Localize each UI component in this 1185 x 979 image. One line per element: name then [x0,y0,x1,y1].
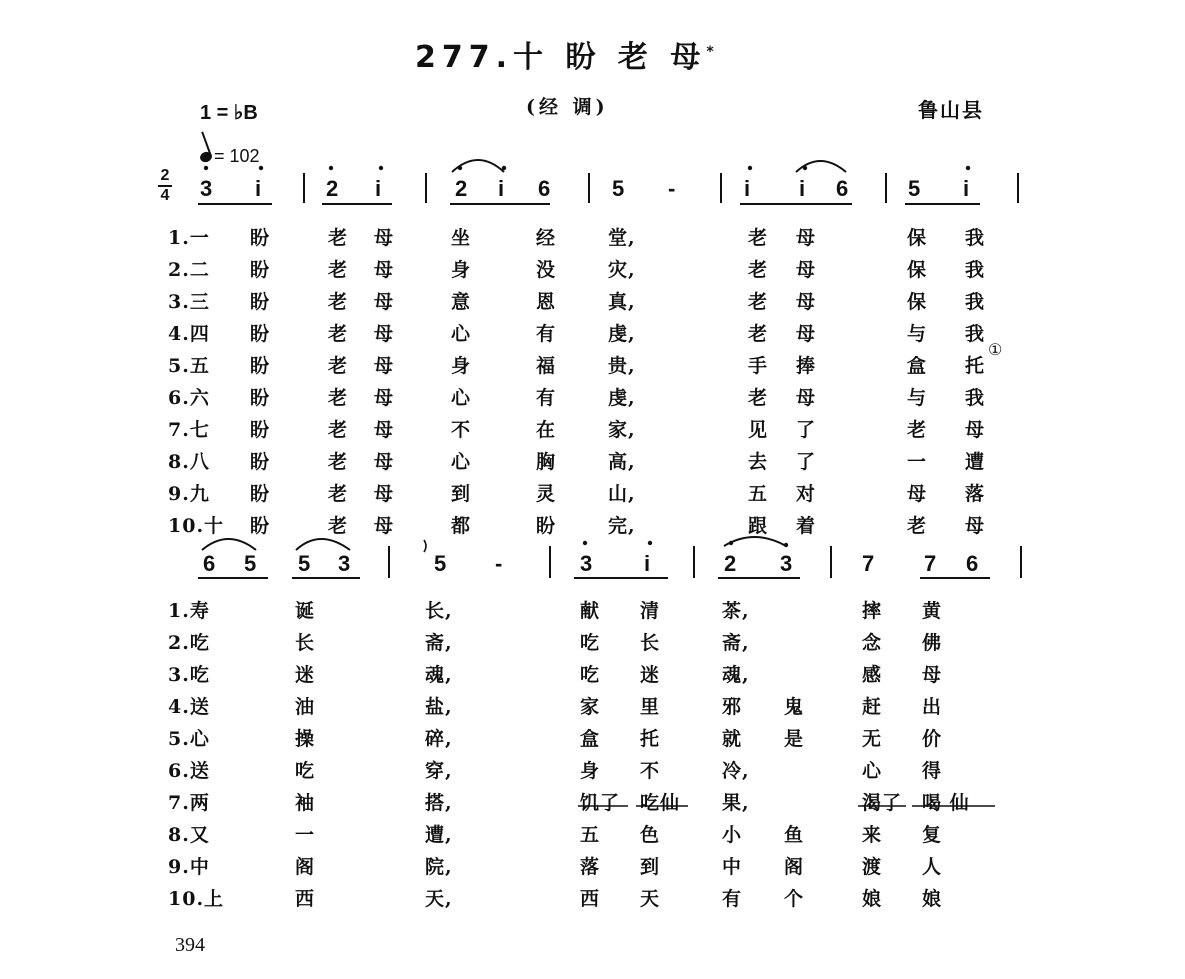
lyric-verses_part1-r2-c2: 盼 [250,259,271,281]
staff1-barline-1 [303,173,305,203]
lyric-verses_part2-r4-c4: 家 [580,696,601,718]
lyric-verses_part1-r2-c11: 我 [965,259,986,281]
page-number: 394 [175,934,205,956]
lyric-verses_part2-r10-c3: 天, [425,888,453,910]
lyric-verses_part1-r4-c9: 母 [796,323,817,345]
lyric-verses_part1-r10-c10: 老 [907,515,928,537]
song-title: 277.十 盼 老 母* [415,40,720,75]
lyric-verses_part2-r6-c5: 不 [640,760,661,782]
lyric-verses_part1-r8-c10: 一 [907,451,928,473]
staff2-note-11: 7 [862,551,875,576]
lyric-verses_part2-r4-c5: 里 [640,696,661,718]
lyric-verses_part1-r9-c11: 落 [965,483,986,505]
lyric-verses_part1-r7-c2: 盼 [250,419,271,441]
staff1-barline-6 [1017,173,1019,203]
lyric-verses_part1-r1-c8: 老 [748,227,769,249]
lyric-verses_part2-r7-c4: 饥了 [580,792,621,814]
lyric-verses_part1-r4-c7: 虔, [608,323,636,345]
lyric-verses_part2-r3-c9: 母 [922,664,943,686]
lyric-verses_part2-r5-c9: 价 [922,728,943,750]
lyric-verses_part1-r2-c6: 没 [536,259,557,281]
lyric-verses_part2-r7-c1: 7.两 [168,792,210,814]
lyric-verses_part2-r9-c2: 阁 [295,856,316,878]
lyric-verses_part1-r2-c4: 母 [374,259,395,281]
staff1-barline-4 [720,173,722,203]
lyric-verses_part1-r1-c4: 母 [374,227,395,249]
staff2-barline-5 [1020,546,1022,578]
lyric-verses_part2-r3-c6: 魂, [722,664,750,686]
lyric-verses_part1-r5-c11: 托 [965,355,986,377]
lyric-verses_part1-r1-c5: 坐 [451,227,472,249]
lyric-verses_part2-r8-c4: 五 [580,824,601,846]
lyric-verses_part1-r7-c5: 不 [451,419,472,441]
tie-arc [452,160,504,172]
lyric-verses_part1-r5-c1: 5.五 [168,355,210,377]
lyric-verses_part2-r1-c2: 诞 [295,600,316,622]
lyric-verses_part1-r2-c8: 老 [748,259,769,281]
staff1-note-5: 2 [455,176,468,201]
lyric-verses_part2-r2-c4: 吃 [580,632,601,654]
lyric-verses_part1-r4-c8: 老 [748,323,769,345]
staff1-note-8: 5 [612,176,625,201]
key-signature: 1 = ♭B [200,102,258,124]
lyric-verses_part2-r7-c5: 吃仙 [640,792,681,814]
lyric-verses_part1-r1-c9: 母 [796,227,817,249]
lyric-verses_part1-r8-c5: 心 [451,451,472,473]
lyric-verses_part2-r3-c4: 吃 [580,664,601,686]
tempo-value: = 102 [214,146,260,166]
staff1-note-14: i [963,176,970,201]
footnote-marker: ① [988,340,1003,359]
lyric-verses_part2-r5-c6: 就 [722,728,743,750]
lyric-verses_part1-r6-c5: 心 [451,387,472,409]
lyric-verses_part2-r9-c4: 落 [580,856,601,878]
lyric-verses_part1-r6-c3: 老 [328,387,349,409]
staff2-note-12: 7 [924,551,937,576]
staff1-note-7: 6 [538,176,551,201]
lyric-verses_part2-r6-c8: 心 [862,760,883,782]
staff2-note-3: 5 [298,551,311,576]
lyric-verses_part2-r1-c4: 献 [580,600,601,622]
lyric-verses_part1-r10-c9: 着 [796,515,817,537]
tie-arc [724,537,786,546]
lyric-verses_part2-r3-c2: 迷 [295,664,316,686]
lyric-verses_part2-r9-c6: 中 [722,856,743,878]
lyric-verses_part1-r5-c10: 盒 [907,355,928,377]
lyric-verses_part1-r3-c5: 意 [451,291,472,313]
lyric-verses_part2-r4-c1: 4.送 [168,696,210,718]
staff1-barline-5 [885,173,887,203]
staff2-barline-1 [388,546,390,578]
lyric-verses_part2-r5-c4: 盒 [580,728,601,750]
lyric-verses_part2-r2-c9: 佛 [922,632,943,654]
lyric-verses_part1-r10-c11: 母 [965,515,986,537]
lyric-verses_part1-r4-c6: 有 [536,323,557,345]
lyric-verses_part2-r4-c6: 邪 [722,696,743,718]
lyric-verses_part1-r3-c11: 我 [965,291,986,313]
lyric-verses_part2-r1-c8: 摔 [862,600,883,622]
lyric-verses_part2-r8-c1: 8.又 [168,824,210,846]
lyric-verses_part1-r5-c9: 捧 [796,355,817,377]
lyric-verses_part2-r3-c8: 感 [862,664,883,686]
lyric-verses_part2-r4-c8: 赶 [862,696,883,718]
staff2-barline-3 [693,546,695,578]
lyric-verses_part1-r6-c10: 与 [907,387,928,409]
lyric-verses_part1-r4-c10: 与 [907,323,928,345]
lyric-verses_part2-r8-c2: 一 [295,824,316,846]
lyric-verses_part2-r2-c5: 长 [640,632,661,654]
lyric-verses_part1-r10-c4: 母 [374,515,395,537]
lyric-verses_part1-r4-c2: 盼 [250,323,271,345]
lyric-verses_part2-r9-c8: 渡 [862,856,883,878]
lyric-verses_part1-r3-c10: 保 [907,291,928,313]
song-subtitle: (经 调) [526,96,609,118]
lyric-verses_part1-r8-c2: 盼 [250,451,271,473]
lyric-verses_part2-r2-c3: 斋, [425,632,453,654]
lyric-verses_part2-r6-c2: 吃 [295,760,316,782]
lyric-verses_part2-r3-c3: 魂, [425,664,453,686]
lyric-verses_part2-r4-c2: 油 [295,696,316,718]
staff2-note-4: 3 [338,551,351,576]
lyric-verses_part1-r6-c4: 母 [374,387,395,409]
lyric-verses_part1-r9-c5: 到 [451,483,472,505]
lyric-verses_part1-r9-c10: 母 [907,483,928,505]
lyric-verses_part2-r4-c7: 鬼 [784,696,805,718]
lyric-verses_part2-r7-c6: 果, [722,792,750,814]
lyric-verses_part1-r5-c5: 身 [451,355,472,377]
lyric-verses_part2-r2-c1: 2.吃 [168,632,210,654]
lyric-verses_part2-r1-c5: 清 [640,600,661,622]
lyric-verses_part1-r6-c11: 我 [965,387,986,409]
lyric-verses_part2-r1-c6: 茶, [722,600,750,622]
lyric-verses_part1-r3-c2: 盼 [250,291,271,313]
lyric-verses_part2-r8-c7: 鱼 [784,824,805,846]
lyric-verses_part2-r8-c5: 色 [640,824,661,846]
lyric-verses_part1-r7-c7: 家, [608,419,636,441]
lyric-verses_part1-r3-c8: 老 [748,291,769,313]
time-signature-bottom: 4 [160,187,170,204]
lyric-verses_part1-r10-c5: 都 [451,515,472,537]
lyric-verses_part1-r4-c1: 4.四 [168,323,210,345]
lyric-verses_part2-r3-c1: 3.吃 [168,664,210,686]
lyric-verses_part1-r9-c4: 母 [374,483,395,505]
lyric-verses_part1-r10-c1: 10.十 [168,515,225,537]
lyric-verses_part1-r8-c8: 去 [748,451,769,473]
lyric-verses_part1-r8-c3: 老 [328,451,349,473]
staff2-note-9: 2 [724,551,737,576]
staff2-note-1: 6 [203,551,216,576]
lyric-verses_part2-r6-c3: 穿, [425,760,453,782]
staff2-note-10: 3 [780,551,793,576]
lyric-verses_part2-r5-c7: 是 [784,728,805,750]
lyric-verses_part2-r9-c1: 9.中 [168,856,210,878]
lyric-verses_part1-r2-c7: 灾, [608,259,636,281]
lyric-verses_part2-r5-c1: 5.心 [168,728,210,750]
lyric-verses_part1-r1-c1: 1.一 [168,227,210,249]
octave-dot [966,166,970,170]
staff2-note-7: 3 [580,551,593,576]
lyric-verses_part2-r7-c2: 袖 [295,792,316,814]
lyric-verses_part1-r4-c5: 心 [451,323,472,345]
lyric-verses_part2-r10-c1: 10.上 [168,888,225,910]
octave-dot [259,166,263,170]
lyric-verses_part1-r1-c10: 保 [907,227,928,249]
lyric-verses_part1-r9-c3: 老 [328,483,349,505]
staff1-barline-2 [425,173,427,203]
lyric-verses_part1-r6-c1: 6.六 [168,387,210,409]
lyric-verses_part1-r10-c7: 完, [608,515,636,537]
lyric-verses_part1-r3-c4: 母 [374,291,395,313]
lyric-verses_part2-r10-c5: 天 [640,888,661,910]
lyric-verses_part2-r10-c7: 个 [784,888,805,910]
lyric-verses_part2-r6-c4: 身 [580,760,601,782]
octave-dot [204,166,208,170]
lyric-verses_part2-r6-c9: 得 [922,760,943,782]
lyric-verses_part1-r7-c4: 母 [374,419,395,441]
grace-mark [424,540,426,552]
lyric-verses_part1-r2-c9: 母 [796,259,817,281]
lyric-verses_part2-r7-c3: 搭, [425,792,453,814]
lyric-verses_part1-r1-c7: 堂, [608,227,636,249]
lyric-verses_part1-r9-c1: 9.九 [168,483,210,505]
lyric-verses_part2-r9-c7: 阁 [784,856,805,878]
lyric-verses_part1-r2-c3: 老 [328,259,349,281]
lyric-verses_part1-r7-c11: 母 [965,419,986,441]
lyric-verses_part2-r3-c5: 迷 [640,664,661,686]
lyric-verses_part1-r8-c11: 遭 [965,451,986,473]
lyric-verses_part1-r1-c6: 经 [536,227,557,249]
lyric-verses_part1-r3-c7: 真, [608,291,636,313]
lyric-verses_part1-r5-c4: 母 [374,355,395,377]
lyric-verses_part2-r8-c9: 复 [922,824,943,846]
staff1-note-9: - [668,176,676,201]
lyric-verses_part1-r3-c1: 3.三 [168,291,210,313]
lyric-verses_part1-r6-c8: 老 [748,387,769,409]
staff1-note-12: 6 [836,176,849,201]
lyric-verses_part1-r8-c6: 胸 [536,451,557,473]
staff2-note-8: i [644,551,651,576]
lyric-verses_part1-r8-c4: 母 [374,451,395,473]
lyric-verses_part1-r6-c7: 虔, [608,387,636,409]
time-signature-top: 2 [160,167,170,184]
lyric-verses_part1-r5-c2: 盼 [250,355,271,377]
lyric-verses_part2-r5-c3: 碎, [425,728,453,750]
lyric-verses_part1-r6-c2: 盼 [250,387,271,409]
staff2-note-6: - [495,551,503,576]
lyric-verses_part2-r2-c8: 念 [862,632,883,654]
staff1-note-4: i [375,176,382,201]
lyric-verses_part2-r10-c8: 娘 [862,888,883,910]
lyric-verses_part1-r7-c9: 了 [796,419,817,441]
lyric-verses_part2-r10-c2: 西 [295,888,316,910]
staff2-note-5: 5 [434,551,447,576]
lyric-verses_part1-r5-c3: 老 [328,355,349,377]
lyric-verses_part2-r8-c3: 遭, [425,824,453,846]
octave-dot [329,166,333,170]
lyric-verses_part2-r5-c8: 无 [862,728,883,750]
lyric-verses_part1-r2-c1: 2.二 [168,259,210,281]
staff1-note-6: i [498,176,505,201]
lyric-verses_part1-r8-c1: 8.八 [168,451,210,473]
lyric-verses_part1-r7-c6: 在 [536,419,557,441]
octave-dot [583,541,587,545]
lyric-verses_part1-r10-c6: 盼 [536,515,557,537]
lyric-verses_part2-r1-c9: 黄 [922,600,943,622]
lyric-verses_part1-r9-c6: 灵 [536,483,557,505]
lyric-verses_part2-r5-c2: 操 [295,728,316,750]
staff1-note-1: 3 [200,176,213,201]
title-footnote-mark: * [706,44,720,60]
county-label: 鲁山县 [918,98,984,122]
staff2-note-13: 6 [966,551,979,576]
staff2-note-2: 5 [244,551,257,576]
staff1-note-11: i [799,176,806,201]
staff1-note-2: i [255,176,262,201]
lyric-verses_part1-r9-c2: 盼 [250,483,271,505]
lyric-verses_part1-r3-c3: 老 [328,291,349,313]
lyric-verses_part2-r8-c6: 小 [722,824,743,846]
lyric-verses_part1-r1-c3: 老 [328,227,349,249]
lyric-verses_part2-r1-c1: 1.寿 [168,600,210,622]
lyric-verses_part1-r1-c11: 我 [965,227,986,249]
lyric-verses_part1-r6-c9: 母 [796,387,817,409]
lyric-verses_part2-r7-c9: 喝 仙 [922,792,970,814]
lyric-verses_part2-r5-c5: 托 [640,728,661,750]
lyric-verses_part1-r5-c7: 贵, [608,355,636,377]
lyric-verses_part1-r4-c3: 老 [328,323,349,345]
lyric-verses_part1-r10-c2: 盼 [250,515,271,537]
lyric-verses_part2-r2-c2: 长 [295,632,316,654]
lyric-verses_part1-r4-c4: 母 [374,323,395,345]
lyric-verses_part2-r9-c3: 院, [425,856,453,878]
lyric-verses_part1-r6-c6: 有 [536,387,557,409]
lyric-verses_part2-r10-c4: 西 [580,888,601,910]
lyric-verses_part1-r2-c5: 身 [451,259,472,281]
staff1-note-10: i [744,176,751,201]
lyric-verses_part1-r7-c10: 老 [907,419,928,441]
lyric-verses_part1-r7-c1: 7.七 [168,419,210,441]
lyric-verses_part2-r9-c5: 到 [640,856,661,878]
lyric-verses_part2-r6-c1: 6.送 [168,760,210,782]
lyric-verses_part2-r4-c9: 出 [922,696,943,718]
octave-dot [648,541,652,545]
lyric-verses_part1-r8-c9: 了 [796,451,817,473]
lyric-verses_part2-r10-c9: 娘 [922,888,943,910]
lyric-verses_part1-r3-c6: 恩 [536,291,557,313]
lyric-verses_part2-r10-c6: 有 [722,888,743,910]
lyric-verses_part2-r8-c8: 来 [862,824,883,846]
lyric-verses_part2-r4-c3: 盐, [425,696,453,718]
octave-dot [379,166,383,170]
tie-arc [296,539,350,550]
lyric-verses_part1-r7-c8: 见 [748,419,769,441]
lyric-verses_part1-r8-c7: 高, [608,451,636,473]
lyric-verses_part2-r7-c8: 渴了 [862,792,903,814]
lyric-verses_part1-r5-c8: 手 [748,355,769,377]
staff1-note-13: 5 [908,176,921,201]
octave-dot [748,166,752,170]
lyric-verses_part1-r9-c7: 山, [608,483,636,505]
staff2-barline-2 [549,546,551,578]
lyric-verses_part1-r10-c3: 老 [328,515,349,537]
tie-arc [796,161,846,172]
lyric-verses_part2-r6-c6: 冷, [722,760,750,782]
lyric-verses_part1-r7-c3: 老 [328,419,349,441]
lyric-verses_part2-r9-c9: 人 [922,856,943,878]
lyric-verses_part2-r2-c6: 斋, [722,632,750,654]
lyric-verses_part1-r10-c8: 跟 [748,515,769,537]
lyric-verses_part1-r5-c6: 福 [536,355,557,377]
lyric-verses_part1-r3-c9: 母 [796,291,817,313]
lyric-verses_part1-r9-c8: 五 [748,483,769,505]
lyric-verses_part1-r9-c9: 对 [796,483,817,505]
staff1-note-3: 2 [326,176,339,201]
lyric-verses_part2-r1-c3: 长, [425,600,453,622]
lyric-verses_part1-r4-c11: 我 [965,323,986,345]
staff2-barline-4 [830,546,832,578]
tie-arc [202,539,256,550]
lyric-verses_part1-r1-c2: 盼 [250,227,271,249]
staff1-barline-3 [588,173,590,203]
lyric-verses_part1-r2-c10: 保 [907,259,928,281]
